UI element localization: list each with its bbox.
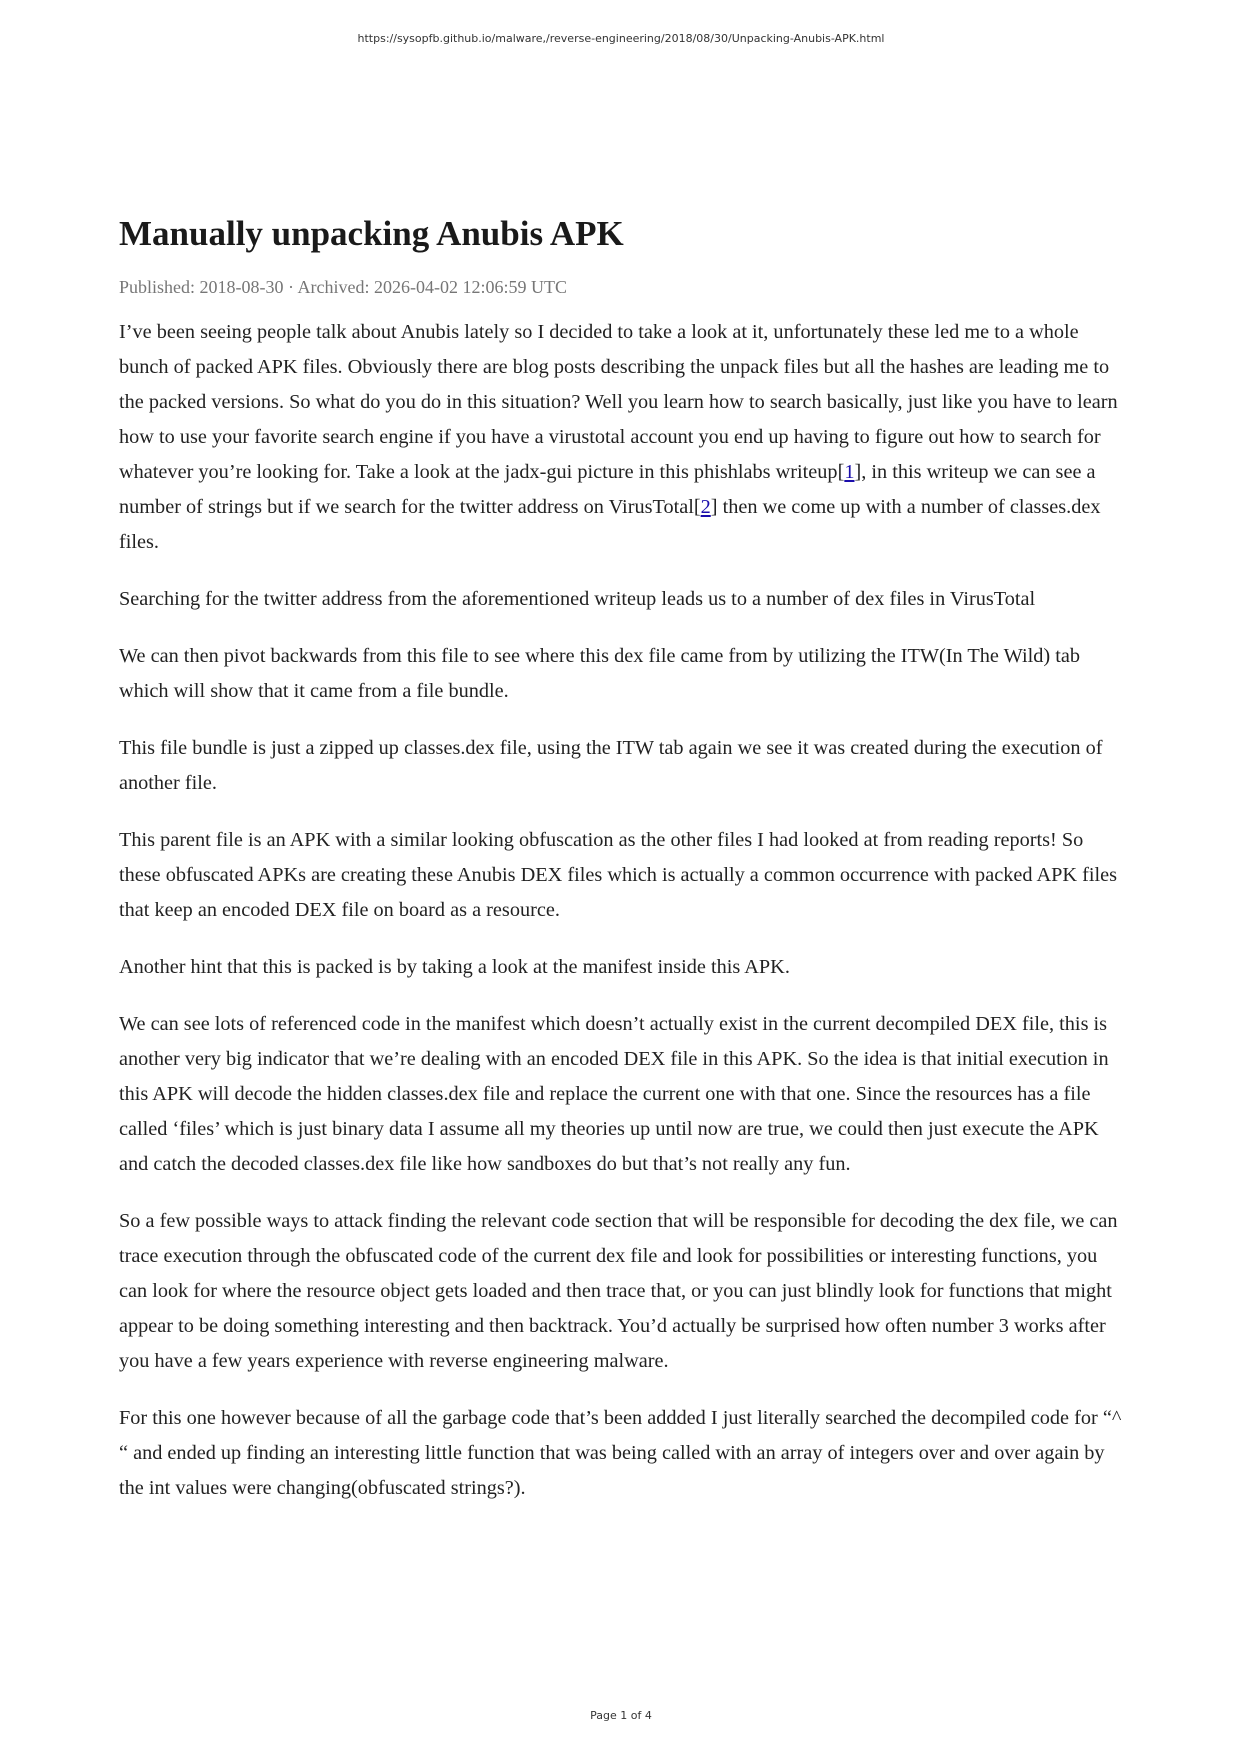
paragraph: For this one however because of all the garbage code that’s been addded I just literally searched the decompiled code for “^ “ and ended up finding an interesting little function that was being called with an array of integers over and over again by the int values were changing(obfuscated strings?).: [119, 1407, 1122, 1499]
article-title: Manually unpacking Anubis APK: [119, 214, 624, 253]
reference-link-1[interactable]: 1: [844, 461, 855, 483]
paragraph: Searching for the twitter address from the aforementioned writeup leads us to a number of dex files in VirusTotal: [119, 588, 1036, 610]
paragraph: This file bundle is just a zipped up classes.dex file, using the ITW tab again we see it was created during the execution of another file.: [119, 737, 1103, 794]
paragraph: Another hint that this is packed is by taking a look at the manifest inside this APK.: [119, 956, 790, 978]
page-number: Page 1 of 4: [590, 1709, 652, 1722]
reference-link-2[interactable]: 2: [700, 496, 711, 518]
paragraph: So a few possible ways to attack finding the relevant code section that will be responsible for decoding the dex file, we can trace execution through the obfuscated code of the current dex file and look for possibilities or interesting functions, you can look for where the resource object gets loaded and then trace that, or you can just blindly look for functions that might appear to be doing something interesting and then backtrack. You’d actually be surprised how often number 3 works after you have a few years experience with reverse engineering malware.: [119, 1210, 1118, 1372]
paragraph-text: I’ve been seeing people talk about Anubis lately so I decided to take a look at it, unfortunately these led me to a whole bunch of packed APK files. Obviously there are blog posts describing the unpack files but all the hashes are leading me to the packed versions. So what do you do in this situation? Well you learn how to search basically, just like you have to learn how to use your favorite search engine if you have a virustotal account you end up having to figure out how to search for whatever you’re looking for. Take a look at the jadx-gui picture in this phishlabs writeup[: [119, 321, 1118, 483]
paragraph-text: ], in this writeup we can see a number of strings but if we search for the twitter address on VirusTotal[: [119, 461, 1096, 518]
paragraph-intro: [119, 315, 1129, 560]
paragraph: This parent file is an APK with a similar looking obfuscation as the other files I had looked at from reading reports! So these obfuscated APKs are creating these Anubis DEX files which is actually a common occurrence with packed APK files that keep an encoded DEX file on board as a resource.: [119, 829, 1117, 921]
paragraph: We can then pivot backwards from this file to see where this dex file came from by utilizing the ITW(In The Wild) tab which will show that it came from a file bundle.: [119, 645, 1080, 702]
paragraph-text: ] then we come up with a number of classes.dex files.: [119, 496, 1101, 553]
publish-meta: Published: 2018-08-30 · Archived: 2026-04-02 12:06:59 UTC: [119, 277, 567, 297]
article-body: [119, 315, 1129, 1506]
page-url: https://sysopfb.github.io/malware,/reverse-engineering/2018/08/30/Unpacking-Anubis-APK.html: [357, 32, 885, 45]
article: [119, 212, 1129, 1528]
paragraph: We can see lots of referenced code in the manifest which doesn’t actually exist in the current decompiled DEX file, this is another very big indicator that we’re dealing with an encoded DEX file in this APK. So the idea is that initial execution in this APK will decode the hidden classes.dex file and replace the current one with that one. Since the resources has a file called ‘files’ which is just binary data I assume all my theories up until now are true, we could then just execute the APK and catch the decoded classes.dex file like how sandboxes do but that’s not really any fun.: [119, 1013, 1109, 1175]
